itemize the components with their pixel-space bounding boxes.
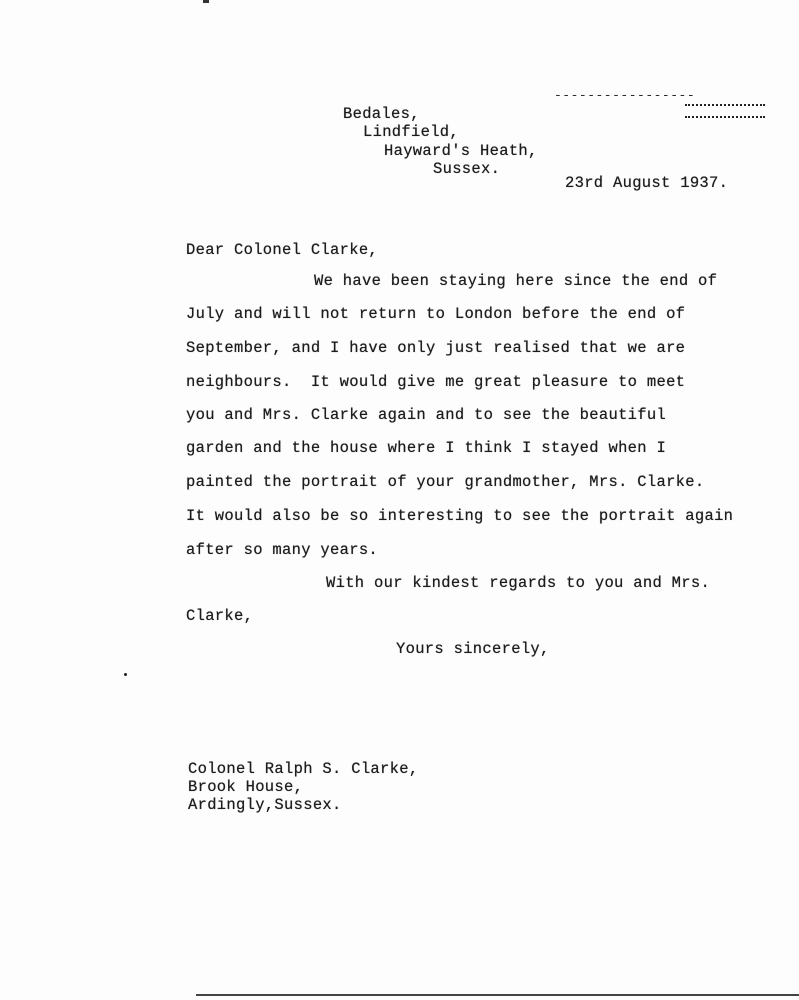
body-line-10: With our kindest regards to you and Mrs. bbox=[326, 574, 711, 592]
body-line-2: July and will not return to London before the end of bbox=[186, 305, 686, 323]
body-line-8: It would also be so interesting to see the portrait again bbox=[186, 507, 734, 525]
page-edge-rule bbox=[196, 994, 799, 996]
body-line-4: neighbours. It would give me great pleasure to meet bbox=[186, 373, 686, 391]
sender-address-line-1: Bedales, bbox=[343, 105, 420, 123]
sender-address-line-3: Hayward's Heath, bbox=[384, 142, 538, 160]
body-line-7: painted the portrait of your grandmother, Mrs. Clarke. bbox=[186, 473, 705, 491]
body-line-5: you and Mrs. Clarke again and to see the beautiful bbox=[186, 406, 667, 424]
letter-date: 23rd August 1937. bbox=[565, 174, 729, 192]
reference-dashes: ----------------- bbox=[554, 88, 696, 103]
recipient-address-line-2: Brook House, bbox=[188, 778, 304, 796]
scan-speck bbox=[124, 673, 127, 676]
body-line-6: garden and the house where I think I stayed when I bbox=[186, 439, 667, 457]
closing: Yours sincerely, bbox=[396, 640, 550, 658]
body-line-9: after so many years. bbox=[186, 541, 379, 559]
sender-address-line-2: Lindfield, bbox=[363, 123, 460, 141]
recipient-address-line-1: Colonel Ralph S. Clarke, bbox=[188, 760, 419, 778]
salutation: Dear Colonel Clarke, bbox=[186, 241, 379, 259]
body-line-3: September, and I have only just realised that we are bbox=[186, 339, 686, 357]
reference-mark bbox=[685, 104, 765, 118]
body-line-11: Clarke, bbox=[186, 607, 254, 625]
body-line-1: We have been staying here since the end of bbox=[314, 272, 718, 290]
scan-mark bbox=[203, 0, 209, 3]
recipient-address-line-3: Ardingly,Sussex. bbox=[188, 796, 342, 814]
sender-address-line-4: Sussex. bbox=[433, 160, 501, 178]
